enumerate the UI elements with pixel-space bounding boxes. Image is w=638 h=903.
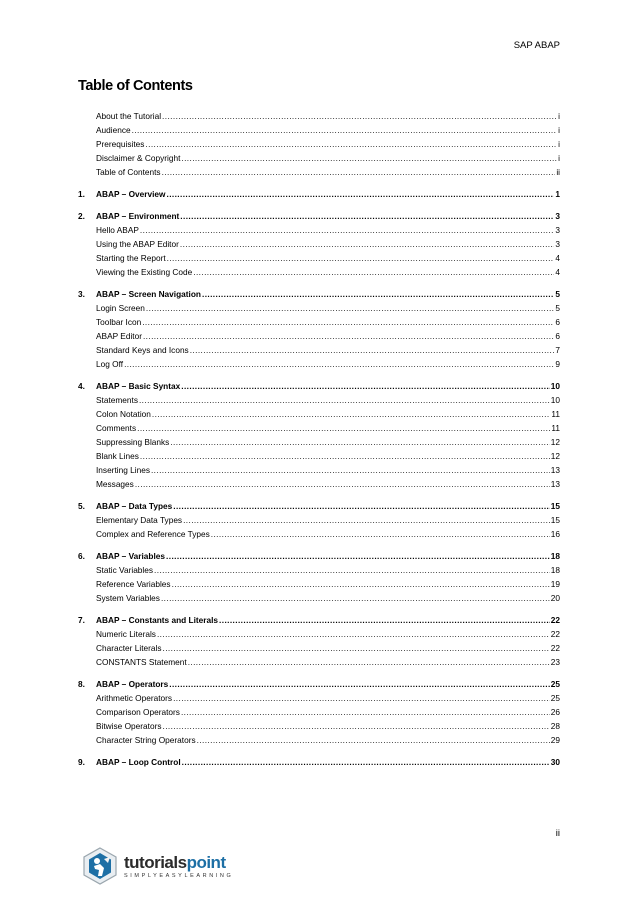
entry-label: ABAP – Operators — [96, 679, 169, 689]
entry-page-number: 3 — [555, 225, 560, 235]
dot-leader — [193, 267, 554, 277]
entry-page-number: 13 — [550, 465, 560, 475]
entry-label: ABAP Editor — [96, 331, 142, 341]
entry-label: Colon Notation — [96, 409, 151, 419]
entry-label: ABAP – Loop Control — [96, 757, 181, 767]
dot-leader — [188, 657, 550, 667]
entry-label: Comparison Operators — [96, 707, 180, 717]
entry-page-number: 3 — [555, 211, 560, 221]
toc-chapter[interactable] — [78, 285, 560, 299]
entry-label: Bitwise Operators — [96, 721, 162, 731]
chapter-number: 8. — [78, 679, 85, 689]
entry-label: Arithmetic Operators — [96, 693, 173, 703]
entry-page-number: 18 — [550, 565, 560, 575]
dot-leader — [180, 211, 554, 221]
running-header: SAP ABAP — [513, 40, 560, 51]
toc-entry[interactable] — [78, 625, 560, 639]
dot-leader — [180, 239, 555, 249]
dot-leader — [132, 125, 558, 135]
tutorialspoint-logo — [80, 846, 233, 886]
entry-label: Table of Contents — [96, 167, 161, 177]
entry-label: System Variables — [96, 593, 160, 603]
entry-page-number: 25 — [550, 693, 560, 703]
logo-mark-icon — [80, 846, 120, 886]
entry-label: Messages — [96, 479, 134, 489]
entry-label: ABAP – Constants and Literals — [96, 615, 219, 625]
entry-page-number: 7 — [555, 345, 560, 355]
entry-label: Disclaimer & Copyright — [96, 153, 181, 163]
entry-page-number: 6 — [555, 317, 560, 327]
entry-page-number: 22 — [550, 643, 560, 653]
entry-page-number: 23 — [550, 657, 560, 667]
dot-leader — [162, 643, 549, 653]
toc-entry[interactable] — [78, 235, 560, 249]
dot-leader — [162, 721, 549, 731]
entry-page-number: 29 — [550, 735, 560, 745]
dot-leader — [154, 565, 550, 575]
entry-page-number: 22 — [550, 629, 560, 639]
dot-leader — [202, 289, 554, 299]
toc-entry[interactable] — [78, 391, 560, 405]
toc-entry[interactable] — [78, 689, 560, 703]
entry-page-number: 5 — [555, 289, 560, 299]
entry-label: Hello ABAP — [96, 225, 139, 235]
dot-leader — [145, 139, 557, 149]
dot-leader — [140, 451, 550, 461]
entry-label: Starting the Report — [96, 253, 166, 263]
entry-label: Toolbar Icon — [96, 317, 142, 327]
toc-entry[interactable] — [78, 263, 560, 277]
dot-leader — [169, 679, 550, 689]
dot-leader — [157, 629, 550, 639]
toc-entry[interactable] — [78, 163, 560, 177]
entry-page-number: 4 — [555, 253, 560, 263]
toc-entry[interactable] — [78, 589, 560, 603]
dot-leader — [124, 359, 554, 369]
entry-label: Character String Operators — [96, 735, 196, 745]
page-title: Table of Contents — [78, 78, 193, 94]
toc-entry[interactable] — [78, 313, 560, 327]
entry-page-number: 16 — [550, 529, 560, 539]
toc-chapter[interactable] — [78, 207, 560, 221]
dot-leader — [181, 381, 550, 391]
dot-leader — [135, 479, 550, 489]
entry-page-number: 18 — [550, 551, 560, 561]
entry-page-number: 9 — [555, 359, 560, 369]
dot-leader — [173, 693, 550, 703]
dot-leader — [146, 303, 554, 313]
toc-entry[interactable] — [78, 653, 560, 667]
logo-wordmark — [124, 854, 233, 872]
dot-leader — [170, 437, 549, 447]
dot-leader — [161, 593, 550, 603]
entry-label: ABAP – Variables — [96, 551, 166, 561]
toc-entry[interactable] — [78, 575, 560, 589]
chapter-number: 1. — [78, 189, 85, 199]
toc-chapter[interactable] — [78, 185, 560, 199]
entry-page-number: 11 — [551, 409, 560, 419]
entry-label: Character Literals — [96, 643, 162, 653]
entry-label: About the Tutorial — [96, 111, 162, 121]
toc-chapter[interactable] — [78, 497, 560, 511]
toc-entry[interactable] — [78, 221, 560, 235]
toc-entry[interactable] — [78, 447, 560, 461]
chapter-number: 5. — [78, 501, 85, 511]
chapter-number: 3. — [78, 289, 85, 299]
dot-leader — [162, 167, 556, 177]
entry-label: ABAP – Basic Syntax — [96, 381, 181, 391]
toc-entry[interactable] — [78, 461, 560, 475]
toc-chapter[interactable] — [78, 675, 560, 689]
chapter-number: 6. — [78, 551, 85, 561]
dot-leader — [162, 111, 557, 121]
toc-entry[interactable] — [78, 341, 560, 355]
toc-entry[interactable] — [78, 511, 560, 525]
dot-leader — [151, 465, 550, 475]
entry-page-number: 20 — [550, 593, 560, 603]
entry-page-number: 4 — [555, 267, 560, 277]
dot-leader — [167, 253, 555, 263]
entry-page-number: ii — [556, 167, 560, 177]
entry-page-number: 26 — [550, 707, 560, 717]
entry-page-number: 10 — [550, 381, 560, 391]
entry-label: Audience — [96, 125, 131, 135]
entry-label: Reference Variables — [96, 579, 171, 589]
dot-leader — [142, 317, 554, 327]
table-of-contents — [78, 107, 560, 767]
entry-page-number: i — [558, 111, 560, 121]
logo-tagline: SIMPLYEASYLEARNING — [124, 872, 234, 879]
chapter-number: 2. — [78, 211, 85, 221]
entry-label: Blank Lines — [96, 451, 139, 461]
dot-leader — [166, 551, 550, 561]
dot-leader — [190, 345, 555, 355]
dot-leader — [139, 395, 550, 405]
page-number: ii — [555, 828, 560, 839]
toc-chapter[interactable] — [78, 547, 560, 561]
dot-leader — [219, 615, 550, 625]
entry-page-number: 19 — [550, 579, 560, 589]
toc-entry[interactable] — [78, 121, 560, 135]
entry-label: ABAP – Data Types — [96, 501, 173, 511]
entry-label: Login Screen — [96, 303, 145, 313]
entry-label: ABAP – Environment — [96, 211, 180, 221]
entry-label: ABAP – Screen Navigation — [96, 289, 201, 299]
entry-page-number: 3 — [555, 239, 560, 249]
toc-entry[interactable] — [78, 327, 560, 341]
chapter-entries — [78, 185, 560, 767]
toc-entry[interactable] — [78, 355, 560, 369]
entry-label: Standard Keys and Icons — [96, 345, 189, 355]
toc-chapter[interactable] — [78, 753, 560, 767]
entry-page-number: 25 — [550, 679, 560, 689]
entry-page-number: 13 — [550, 479, 560, 489]
entry-page-number: i — [558, 139, 560, 149]
entry-page-number: 1 — [555, 189, 560, 199]
entry-page-number: 12 — [550, 451, 560, 461]
entry-page-number: 28 — [550, 721, 560, 731]
entry-label: CONSTANTS Statement — [96, 657, 187, 667]
intro-entries — [78, 107, 560, 177]
toc-entry[interactable] — [78, 639, 560, 653]
toc-chapter[interactable] — [78, 377, 560, 391]
chapter-number: 4. — [78, 381, 85, 391]
entry-page-number: 11 — [551, 423, 560, 433]
entry-label: Comments — [96, 423, 137, 433]
toc-entry[interactable] — [78, 433, 560, 447]
entry-label: Suppressing Blanks — [96, 437, 170, 447]
entry-page-number: 22 — [550, 615, 560, 625]
entry-page-number: i — [558, 153, 560, 163]
toc-entry[interactable] — [78, 419, 560, 433]
entry-label: Log Off — [96, 359, 124, 369]
entry-label: Static Variables — [96, 565, 154, 575]
logo-word-point: point — [186, 852, 226, 872]
entry-page-number: 15 — [550, 515, 560, 525]
toc-entry[interactable] — [78, 703, 560, 717]
toc-entry[interactable] — [78, 717, 560, 731]
entry-page-number: 6 — [555, 331, 560, 341]
entry-label: Statements — [96, 395, 138, 405]
entry-label: Numeric Literals — [96, 629, 156, 639]
entry-label: ABAP – Overview — [96, 189, 166, 199]
dot-leader — [181, 707, 550, 717]
dot-leader — [143, 331, 554, 341]
logo-word-tutorials: tutorials — [124, 852, 187, 872]
toc-chapter[interactable] — [78, 611, 560, 625]
dot-leader — [172, 579, 550, 589]
entry-page-number: 10 — [550, 395, 560, 405]
dot-leader — [173, 501, 550, 511]
entry-page-number: 5 — [555, 303, 560, 313]
entry-label: Viewing the Existing Code — [96, 267, 193, 277]
dot-leader — [181, 153, 557, 163]
entry-page-number: 15 — [550, 501, 560, 511]
entry-page-number: 12 — [550, 437, 560, 447]
dot-leader — [137, 423, 550, 433]
toc-entry[interactable] — [78, 299, 560, 313]
dot-leader — [140, 225, 554, 235]
entry-label: Complex and Reference Types — [96, 529, 210, 539]
toc-entry[interactable] — [78, 135, 560, 149]
toc-entry[interactable] — [78, 149, 560, 163]
toc-entry[interactable] — [78, 525, 560, 539]
dot-leader — [183, 515, 550, 525]
entry-label: Inserting Lines — [96, 465, 150, 475]
toc-entry[interactable] — [78, 731, 560, 745]
chapter-number: 9. — [78, 757, 85, 767]
entry-label: Using the ABAP Editor — [96, 239, 179, 249]
dot-leader — [197, 735, 550, 745]
dot-leader — [166, 189, 554, 199]
entry-label: Prerequisites — [96, 139, 145, 149]
toc-entry[interactable] — [78, 475, 560, 489]
toc-entry[interactable] — [78, 249, 560, 263]
toc-entry[interactable] — [78, 405, 560, 419]
toc-entry[interactable] — [78, 561, 560, 575]
dot-leader — [152, 409, 550, 419]
entry-label: Elementary Data Types — [96, 515, 183, 525]
toc-entry[interactable] — [78, 107, 560, 121]
entry-page-number: 30 — [550, 757, 560, 767]
dot-leader — [211, 529, 550, 539]
entry-page-number: i — [558, 125, 560, 135]
dot-leader — [182, 757, 550, 767]
chapter-number: 7. — [78, 615, 85, 625]
